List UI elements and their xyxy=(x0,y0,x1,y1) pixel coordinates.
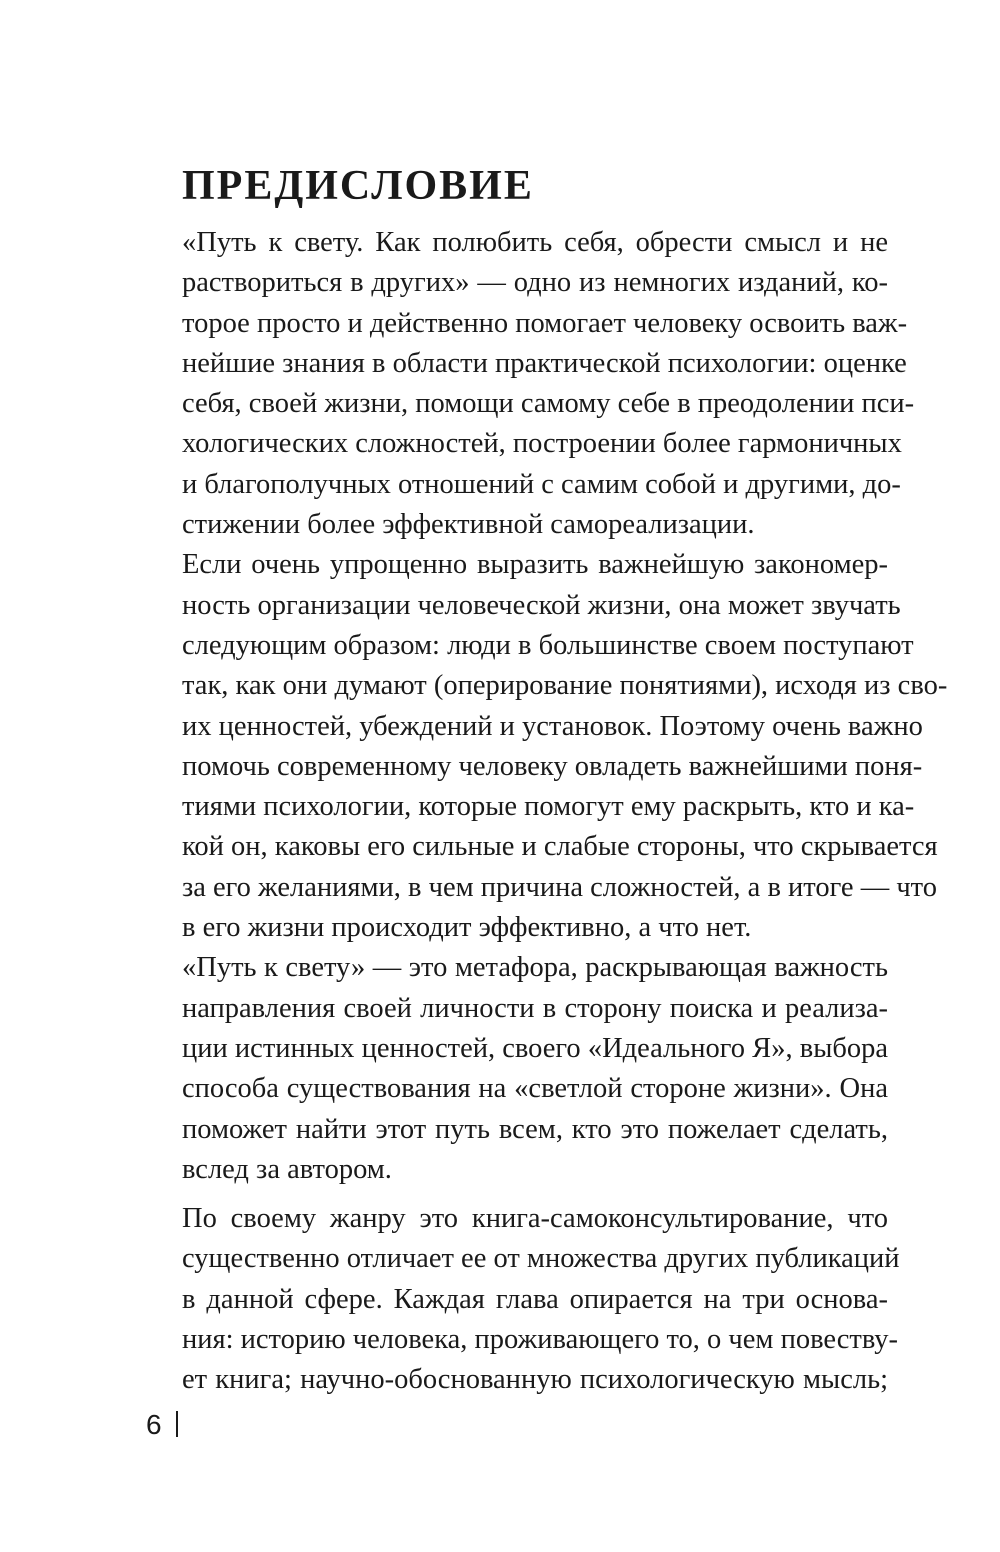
text-line: кой он, каковы его сильные и слабые стороны, что скрывается xyxy=(182,831,938,863)
paragraph xyxy=(146,948,888,1190)
text-line: вслед за автором. xyxy=(182,1153,392,1185)
text-line: «Путь к свету. Как полюбить себя, обрести смысл и не xyxy=(182,227,888,258)
paragraph xyxy=(146,223,915,545)
text-line: торое просто и действенно помогает человеку освоить важ- xyxy=(182,307,908,339)
text-line: «Путь к свету» — это метафора, раскрывающая важность xyxy=(182,952,888,984)
text-line: ции истинных ценностей, своего «Идеального Я», выбора xyxy=(182,1032,888,1064)
text-line: нейшие знания в области практической психологии: оценке xyxy=(182,347,907,379)
text-line: за его желаниями, в чем причина сложностей, а в итоге — что xyxy=(182,871,937,903)
text-line: существенно отличает ее от множества других публикаций xyxy=(182,1243,900,1275)
text-line: в его жизни происходит эффективно, а что нет. xyxy=(182,912,752,944)
text-line: ния: историю человека, проживающего то, о чем повеству- xyxy=(182,1324,899,1356)
text-line: ет книга; научно-обоснованную психологическую мысль; xyxy=(182,1364,888,1396)
text-line: помочь современному человеку овладеть важнейшими поня- xyxy=(182,750,923,782)
text-line: себя, своей жизни, помощи самому себе в преодолении пси- xyxy=(182,388,915,420)
text-line: направления своей личности в сторону поиска и реализа- xyxy=(182,992,888,1024)
paragraph xyxy=(146,1199,900,1400)
body-text xyxy=(146,223,948,1401)
text-line: следующим образом: люди в большинстве своем поступают xyxy=(182,629,914,661)
text-line: Если очень упрощенно выразить важнейшую закономер- xyxy=(182,549,888,581)
text-line: так, как они думают (оперирование понятиями), исходя из сво- xyxy=(182,670,948,702)
page-number: 6 xyxy=(146,1409,162,1440)
text-line: поможет найти этот путь всем, кто это пожелает сделать, xyxy=(182,1113,888,1145)
text-line: в данной сфере. Каждая глава опирается на три основа- xyxy=(182,1283,888,1315)
text-line: хологических сложностей, построении более гармоничных xyxy=(182,428,902,460)
text-line: их ценностей, убеждений и установок. Поэтому очень важно xyxy=(182,710,923,742)
paragraph xyxy=(146,545,948,948)
text-line: и благополучных отношений с самим собой и другими, до- xyxy=(182,468,901,500)
page-number-divider xyxy=(176,1411,178,1437)
text-line: способа существования на «светлой стороне жизни». Она xyxy=(182,1073,888,1105)
text-line: стижении более эффективной самореализации. xyxy=(182,509,755,541)
text-line: По своему жанру это книга-самоконсультирование, что xyxy=(182,1203,888,1235)
text-line: ность организации человеческой жизни, она может звучать xyxy=(182,589,901,621)
chapter-heading: ПРЕДИСЛОВИЕ xyxy=(182,163,534,209)
text-line: тиями психологии, которые помогут ему раскрыть, кто и ка- xyxy=(182,791,915,823)
text-line: раствориться в других» — одно из немногих изданий, ко- xyxy=(182,267,888,299)
